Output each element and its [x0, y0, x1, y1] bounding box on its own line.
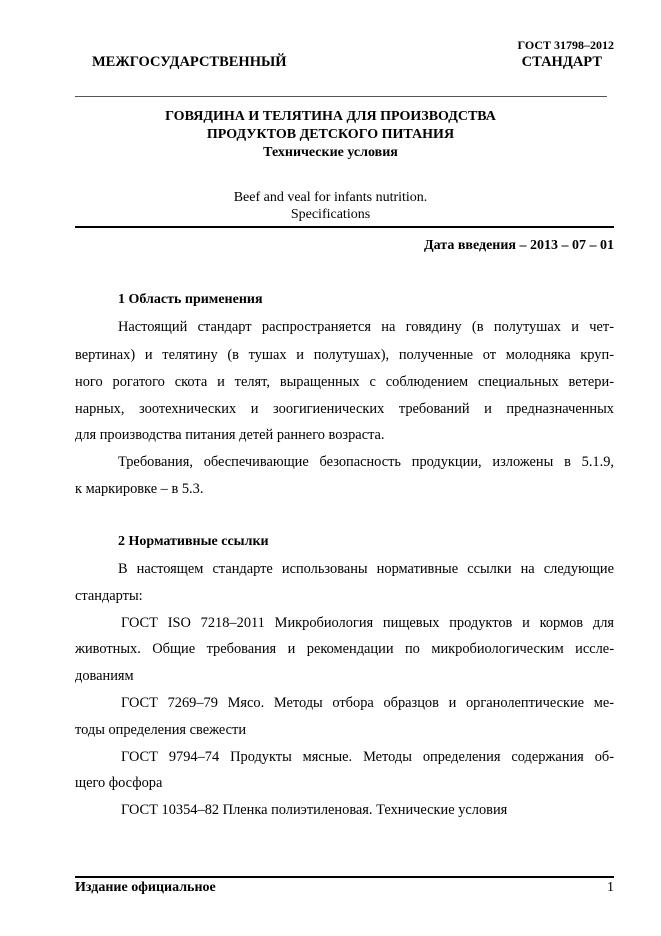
header-rule: [75, 96, 607, 97]
interstate-standard-banner: МЕЖГОСУДАРСТВЕННЫЙ СТАНДАРТ: [92, 54, 602, 70]
normative-reference: животных. Общие требования и рекомендации по микробиологическим иссле-: [75, 641, 614, 657]
normative-reference: тоды определения свежести: [75, 722, 247, 738]
section-2-heading: 2 Нормативные ссылки: [118, 534, 269, 549]
section-1-line: нарных, зоотехнических и зоогигиенических требований и предназначенных: [75, 401, 614, 417]
title-rule: [75, 226, 614, 228]
normative-reference: ГОСТ ISO 7218–2011 Микробиология пищевых продуктов и кормов для: [121, 615, 614, 631]
english-title-line-1: Beef and veal for infants nutrition.: [233, 190, 428, 205]
normative-reference: ГОСТ 10354–82 Пленка полиэтиленовая. Технические условия: [121, 802, 508, 818]
document-subtitle: Технические условия: [263, 145, 398, 160]
footer-rule: [75, 876, 614, 878]
section-1-line: к маркировке – в 5.3.: [75, 481, 204, 497]
page-number: 1: [607, 880, 614, 895]
english-title-line-2: Specifications: [290, 207, 371, 222]
normative-reference: щего фосфора: [75, 775, 163, 791]
introduction-date: Дата введения – 2013 – 07 – 01: [424, 238, 614, 253]
section-1-heading: 1 Область применения: [118, 292, 263, 307]
section-1-line: Требования, обеспечивающие безопасность продукции, изложены в 5.1.9,: [118, 454, 614, 470]
official-edition-label: Издание официальное: [75, 880, 216, 895]
section-1-line: для производства питания детей раннего возраста.: [75, 427, 385, 443]
standard-code: ГОСТ 31798–2012: [517, 38, 614, 52]
section-1-line: Настоящий стандарт распространяется на говядину (в полутушах и чет-: [118, 319, 614, 335]
document-title-line-2: ПРОДУКТОВ ДЕТСКОГО ПИТАНИЯ: [206, 127, 455, 142]
section-2-line: стандарты:: [75, 588, 143, 604]
document-title-line-1: ГОВЯДИНА И ТЕЛЯТИНА ДЛЯ ПРОИЗВОДСТВА: [165, 109, 496, 124]
normative-reference: дованиям: [75, 668, 134, 684]
section-1-line: вертинах) и телятину (в тушах и полутушах), полученные от молодняка круп-: [75, 347, 614, 363]
normative-reference: ГОСТ 9794–74 Продукты мясные. Методы определения содержания об-: [121, 749, 614, 765]
section-1-line: ного рогатого скота и телят, выращенных с соблюдением специальных ветери-: [75, 374, 614, 390]
section-2-line: В настоящем стандарте использованы нормативные ссылки на следующие: [118, 561, 614, 577]
normative-reference: ГОСТ 7269–79 Мясо. Методы отбора образцов и органолептические ме-: [121, 695, 614, 711]
